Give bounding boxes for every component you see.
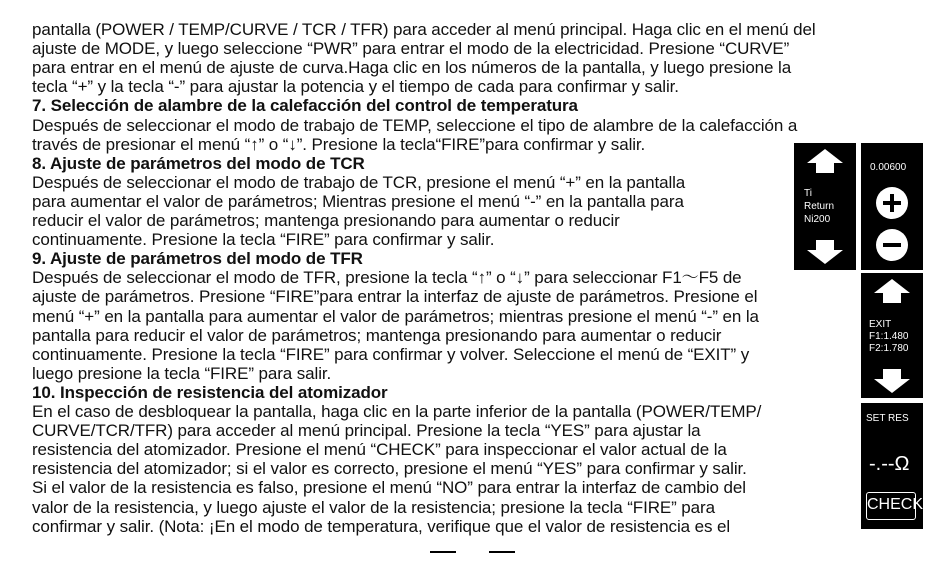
arrow-down-icon xyxy=(807,240,843,264)
text-line: ajuste de parámetros. Presione “FIRE”para entrar la interfaz de ajuste de parámetros. Presione el xyxy=(32,287,758,307)
check-button: CHECK xyxy=(866,492,916,520)
section-heading: 8. Ajuste de parámetros del modo de TCR xyxy=(32,153,365,173)
arrow-down-icon xyxy=(874,369,910,393)
text-line: continuamente. Presione la tecla “FIRE” para confirmar y volver. Seleccione el menú de “EXIT” y xyxy=(32,344,750,364)
section-heading: 10. Inspección de resistencia del atomizador xyxy=(32,382,388,402)
text-line: para entrar en el menú de ajuste de curva.Haga clic en los números de la pantalla, y luego presione la xyxy=(32,58,792,78)
text-line: resistencia del atomizador; si el valor es correcto, presione el menú “YES” para confirmar y salir. xyxy=(32,459,747,479)
temp-wire-screen xyxy=(794,143,856,270)
tfr-f1: F1:1.480 xyxy=(869,331,909,342)
text-line: continuamente. Presione la tecla “FIRE” para confirmar y salir. xyxy=(32,230,495,250)
plus-icon xyxy=(876,187,908,219)
tfr-exit: EXIT xyxy=(869,319,892,330)
resistance-screen xyxy=(861,403,923,529)
text-line: para aumentar el valor de parámetros; Mientras presione el menú “-” en la pantalla para xyxy=(32,191,684,211)
arrow-up-icon xyxy=(807,149,843,173)
text-line: En el caso de desbloquear la pantalla, haga clic en la parte inferior de la pantalla (POWER/TEMP/ xyxy=(32,402,762,421)
text-line: Después de seleccionar el modo de TFR, presione la tecla “↑” o “↓” para seleccionar F1～F5 de xyxy=(32,268,742,288)
text-line: Después de seleccionar el modo de trabajo de TEMP, seleccione el tipo de alambre de la calefacción a xyxy=(32,115,798,135)
text-line: luego presione la tecla “FIRE” para salir. xyxy=(32,363,332,383)
bottom-dash xyxy=(489,551,515,553)
tfr-f2: F2:1.780 xyxy=(869,343,909,354)
tcr-screen xyxy=(861,143,923,270)
tcr-value: 0.00600 xyxy=(870,162,907,173)
minus-icon xyxy=(876,229,908,261)
text-line: través de presionar el menú “↑” o “↓”. Presione la tecla“FIRE”para confirmar y salir. xyxy=(32,134,646,154)
text-line: valor de la resistencia, y luego ajuste el valor de la resistencia; presione la tecla “FIRE” para xyxy=(32,497,715,517)
resistance-value: -.--Ω xyxy=(869,453,910,475)
tfr-screen xyxy=(861,273,923,398)
section-heading: 7. Selección de alambre de la calefacción del control de temperatura xyxy=(32,96,578,116)
text-line: menú “+” en la pantalla para aumentar el valor de parámetros; mientras presione el menú “-” en la xyxy=(32,306,759,326)
set-res-label: SET RES xyxy=(866,413,909,424)
text-line: Después de seleccionar el modo de trabajo de TCR, presione el menú “+” en la pantalla xyxy=(32,172,686,192)
text-line: CURVE/TCR/TFR) para acceder al menú principal. Presione la tecla “YES” para ajustar la xyxy=(32,421,701,441)
text-line: pantalla (POWER / TEMP/CURVE / TCR / TFR) para acceder al menú principal. Haga clic en el menú del xyxy=(32,20,816,39)
text-line: pantalla para reducir el valor de parámetros; mantenga presionando para aumentar o reducir xyxy=(32,325,722,345)
arrow-up-icon xyxy=(874,279,910,303)
wire-option-ti: Ti xyxy=(804,188,812,199)
text-line: ajuste de MODE, y luego seleccione “PWR” para entrar el modo de la electricidad. Presione “CURVE” xyxy=(32,39,790,59)
text-line: tecla “+” y la tecla “-” para ajustar la potencia y el tiempo de cada para confirmar y salir. xyxy=(32,77,679,97)
text-line: resistencia del atomizador. Presione el menú “CHECK” para inspeccionar el valor actual de la xyxy=(32,440,727,460)
bottom-dash xyxy=(430,551,456,553)
text-line: confirmar y salir. (Nota: ¡En el modo de temperatura, verifique que el valor de resistencia es el xyxy=(32,516,731,536)
section-heading: 9. Ajuste de parámetros del modo de TFR xyxy=(32,249,363,269)
text-line: Si el valor de la resistencia es falso, presione el menú “NO” para entrar la interfaz de cambio del xyxy=(32,478,746,498)
wire-option-ni200: Ni200 xyxy=(804,214,831,225)
wire-option-return: Return xyxy=(804,201,835,212)
text-line: reducir el valor de parámetros; mantenga presionando para aumentar o reducir xyxy=(32,211,620,230)
